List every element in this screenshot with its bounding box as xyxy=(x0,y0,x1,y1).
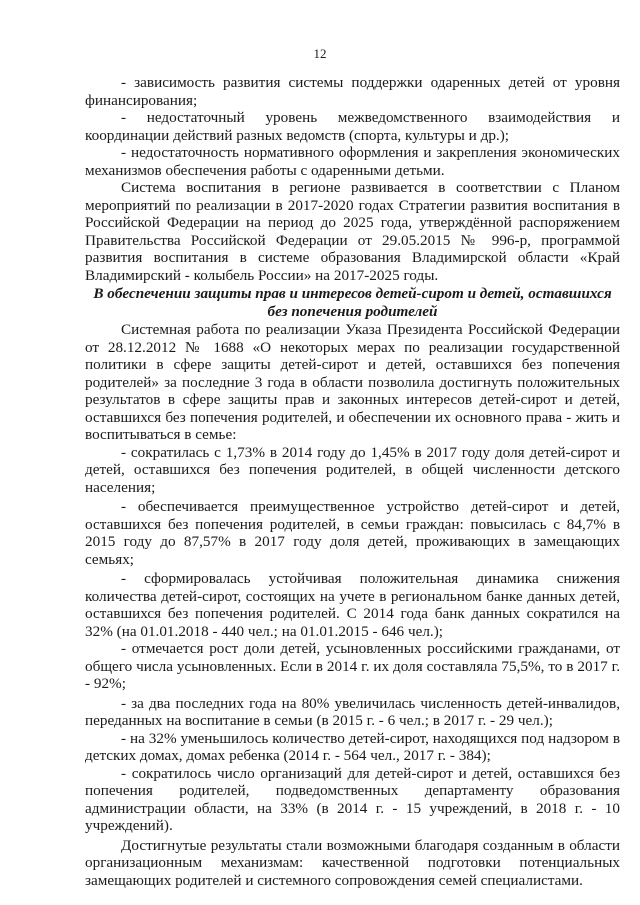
paragraph-upbringing-system: Система воспитания в регионе развивается в соответствии с Планом мероприятий по реализации в 2017-2020 годах Стратегии развития воспитания в Российской Федерации на период до 2025 года, утверждённой распоряжением Правительства Российской Федерации от 29.05.2015 № 996-р, программой развития воспитания в системе образования Владимирской области «Край Владимирский - колыбель России» на 2017-2025 годы. xyxy=(85,179,620,284)
paragraph-data-bank: - сформировалась устойчивая положительная динамика снижения количества детей-сирот, состоящих на учете в региональном банке данных детей, оставшихся без попечения родителей. С 2014 года банк данных сократился на 32% (на 01.01.2018 - 440 чел.; на 01.01.2015 - 646 чел.); xyxy=(85,570,620,640)
paragraph-disabled-children: - за два последних года на 80% увеличилась численность детей-инвалидов, переданных на воспитание в семьи (в 2015 г. - 6 чел.; в 2017 г. - 29 чел.); xyxy=(85,694,620,729)
section-heading: В обеспечении защиты прав и интересов детей-сирот и детей, оставшихся без попечения родителей xyxy=(93,285,612,320)
page-number: 12 xyxy=(313,46,327,61)
paragraph-coordination: - недостаточный уровень межведомственного взаимодействия и координации действий разных ведомств (спорта, культуры и др.); xyxy=(85,109,620,144)
paragraph-organizations: - сократилось число организаций для детей-сирот и детей, оставшихся без попечения родителей, подведомственных департаменту образования администрации области, на 33% (в 2014 г. - 15 учреждений, в 2018 г. - 10 учреждений). xyxy=(85,764,620,834)
document-body xyxy=(85,74,620,889)
paragraph-results: Достигнутые результаты стали возможными благодаря созданным в области организационным механизмам: качественной подготовки потенциальных замещающих родителей и системного сопровождения семей специалистами. xyxy=(85,836,620,889)
paragraph-regulation: - недостаточность нормативного оформления и закрепления экономических механизмов обеспечения работы с одаренными детьми. xyxy=(85,144,620,179)
paragraph-family-placement: - обеспечивается преимущественное устройство детей-сирот и детей, оставшихся без попечения родителей, в семьи граждан: повысилась с 84,7% в 2015 году до 87,57% в 2017 году доля детей, проживающих в замещающих семьях; xyxy=(85,498,620,568)
paragraph-funding-dependence: - зависимость развития системы поддержки одаренных детей от уровня финансирования; xyxy=(85,74,620,109)
paragraph-adoption: - отмечается рост доли детей, усыновленных российскими гражданами, от общего числа усыновленных. Если в 2014 г. их доля составляла 75,5%, то в 2017 г. - 92%; xyxy=(85,640,620,692)
paragraph-orphan-share: - сократилась с 1,73% в 2014 году до 1,45% в 2017 году доля детей-сирот и детей, оставшихся без попечения родителей, в общей численности детского населения; xyxy=(85,443,620,496)
paragraph-decree: Системная работа по реализации Указа Президента Российской Федерации от 28.12.2012 № 1688 «О некоторых мерах по реализации государственной политики в сфере защиты детей-сирот и детей, оставшихся без попечения родителей» за последние 3 года в области позволила достигнуть положительных результатов в сфере защиты прав и законных интересов детей-сирот и детей, оставшихся без попечения родителей, и обеспечении их основного права - жить и воспитываться в семье: xyxy=(85,321,620,443)
paragraph-supervision: - на 32% уменьшилось количество детей-сирот, находящихся под надзором в детских домах, домах ребенка (2014 г. - 564 чел., 2017 г. - 384); xyxy=(85,729,620,764)
